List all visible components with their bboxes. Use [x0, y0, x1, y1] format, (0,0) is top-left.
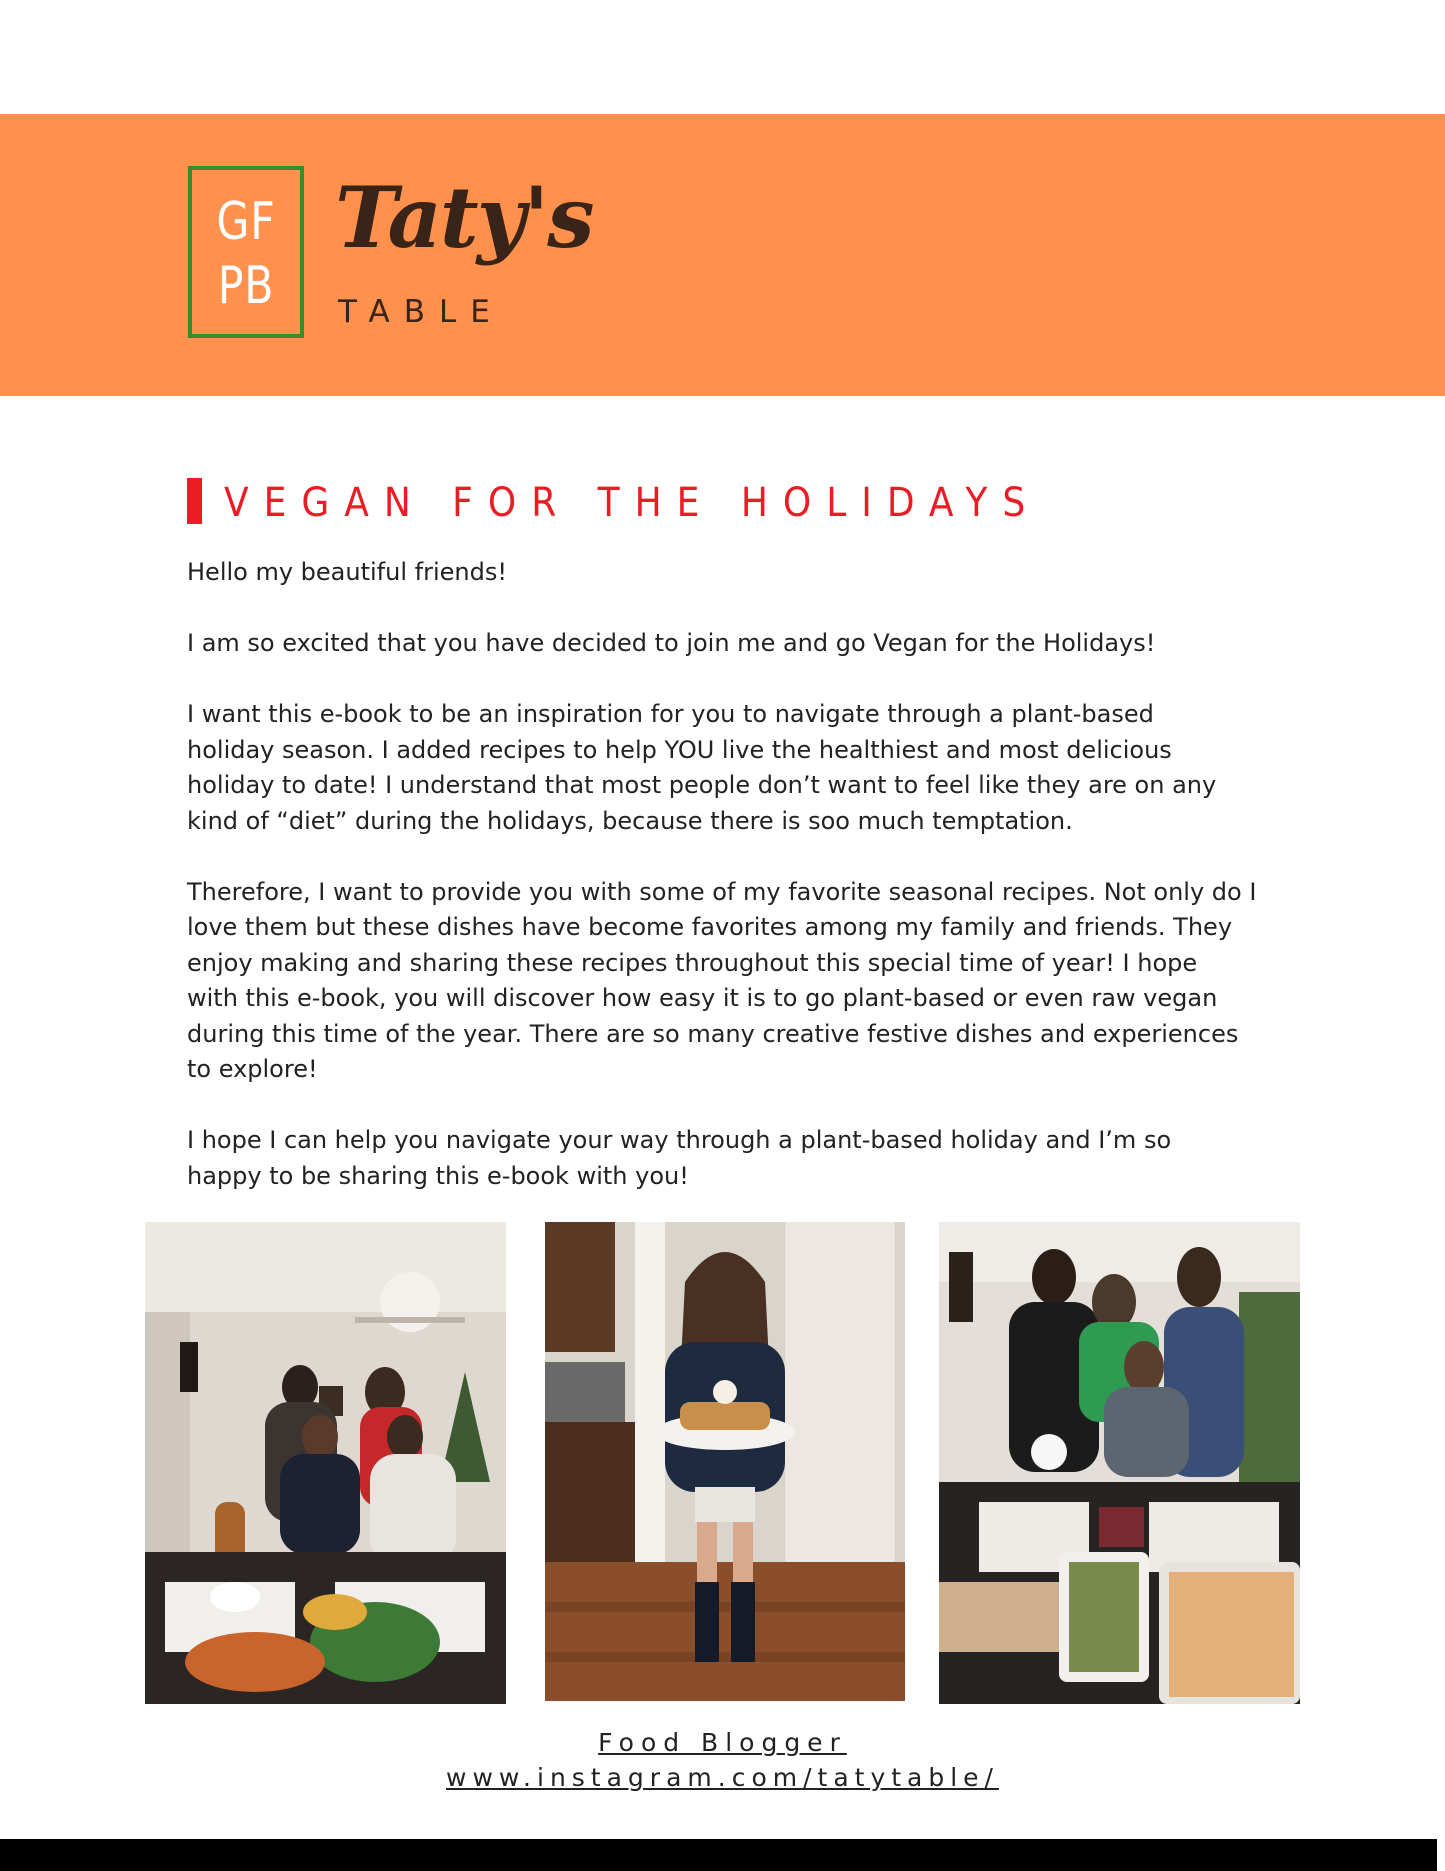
- paragraph-greeting: Hello my beautiful friends!: [187, 558, 507, 586]
- instagram-link[interactable]: www.instagram.com/tatytable/: [446, 1763, 999, 1792]
- woman-holding-pancakes-photo: [545, 1222, 905, 1701]
- paragraph-inspiration: I want this e-book to be an inspiration for you to navigate through a plant-based holiday season. I added recipes to help YOU live the healthiest and most delicious holiday to date! I understand that most people don’t want to feel like they are on any kind of “diet” during the holidays, because there is soo much temptation.: [187, 700, 1217, 835]
- family-dinner-table-photo: [145, 1222, 506, 1704]
- page-title: VEGAN FOR THE HOLIDAYS: [224, 480, 1041, 526]
- paragraph-closing: I hope I can help you navigate your way through a plant-based holiday and I’m so happy to be sharing this e-book with you!: [187, 1126, 1172, 1190]
- logo-line-gf: GF: [216, 192, 276, 252]
- gfpb-logo: [188, 166, 304, 338]
- footer-role: Food Blogger: [598, 1728, 847, 1757]
- paragraph-intro: I am so excited that you have decided to join me and go Vegan for the Holidays!: [187, 629, 1156, 657]
- article-body: [187, 555, 1307, 1230]
- bottom-bar: [0, 1839, 1437, 1871]
- group-at-dinner-table-photo: [939, 1222, 1300, 1704]
- title-accent-bar: [187, 478, 202, 524]
- brand-name-script: Taty's: [335, 168, 593, 267]
- brand-name-table: TABLE: [338, 294, 504, 330]
- paragraph-recipes: Therefore, I want to provide you with some of my favorite seasonal recipes. Not only do I love them but these dishes have become favorites among my family and friends. They enjoy making and sharing these recipes throughout this special time of year! I hope with this e-book, you will discover how easy it is to go plant-based or even raw vegan during this time of the year. There are so many creative festive dishes and experiences to explore!: [187, 877, 1257, 1083]
- logo-line-pb: PB: [217, 256, 275, 316]
